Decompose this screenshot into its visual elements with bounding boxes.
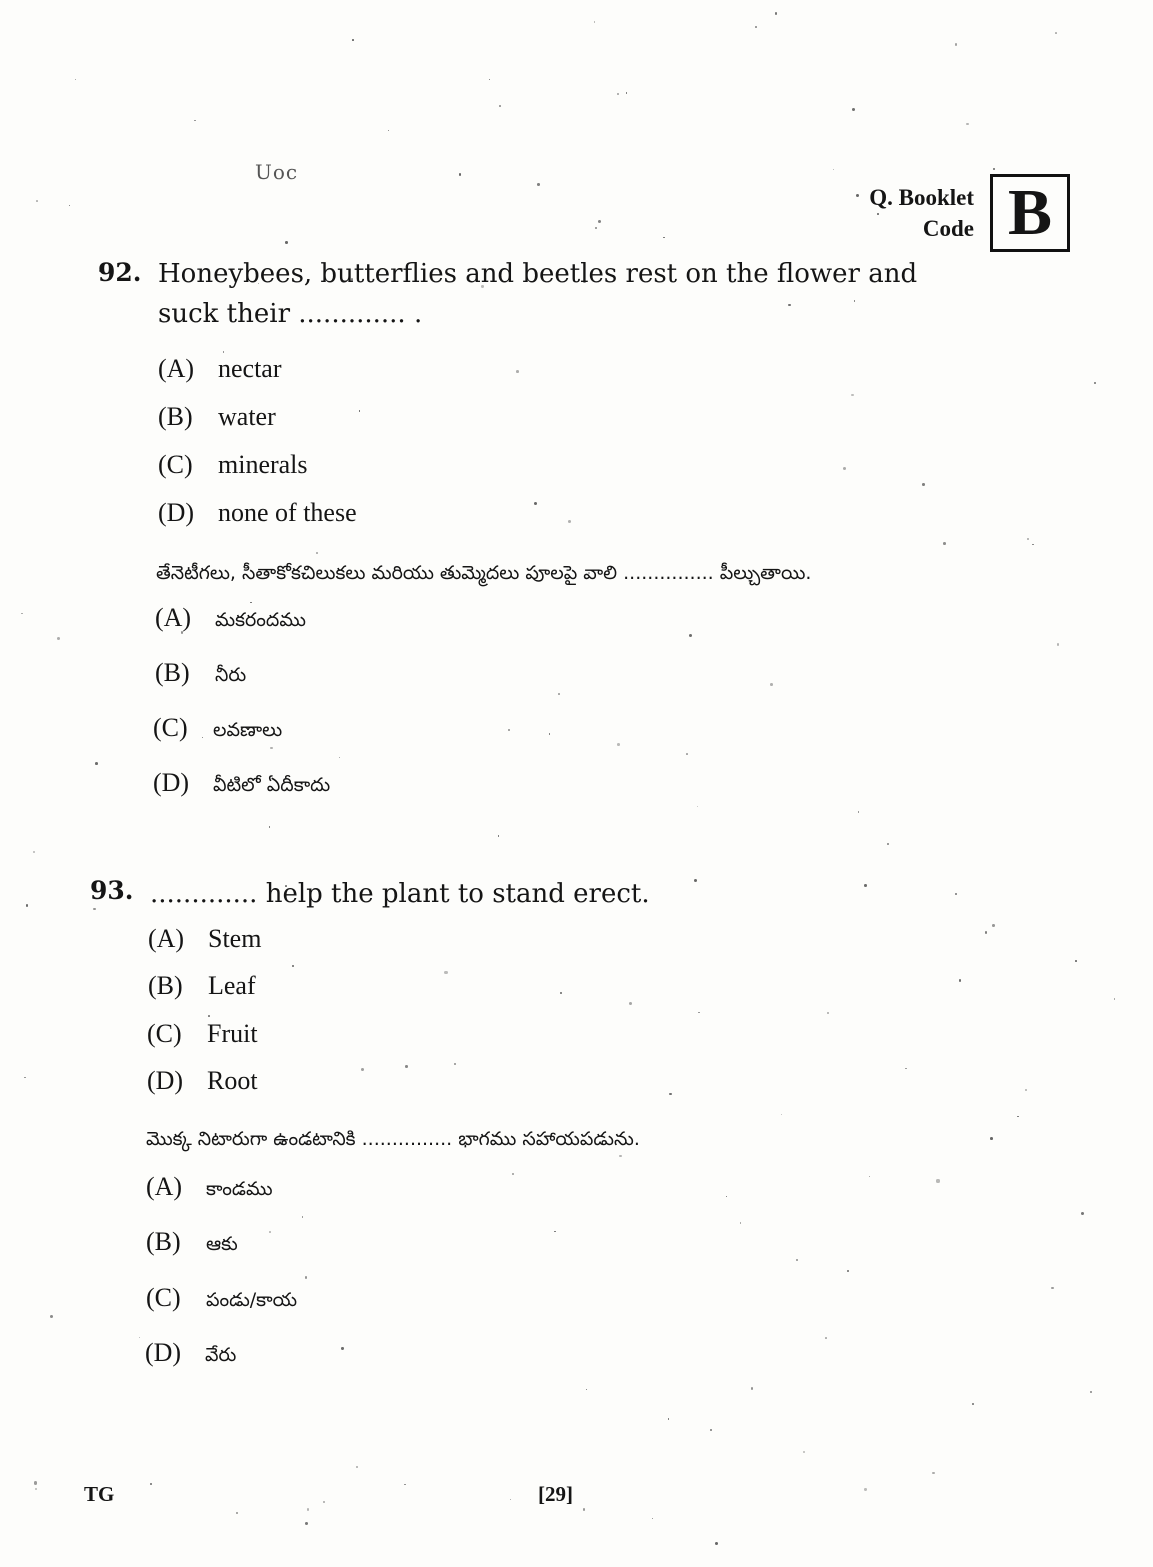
- scan-speck: [698, 1012, 700, 1014]
- question-number: 93.: [90, 876, 134, 905]
- scan-speck: [1017, 1116, 1019, 1118]
- option-text: Root: [207, 1066, 258, 1095]
- option-letter: (C): [146, 1283, 181, 1312]
- option-text: వీటిలో ఏదీకాదు: [213, 774, 331, 796]
- scan-speck: [715, 1542, 718, 1545]
- scan-speck: [208, 1015, 210, 1017]
- option-letter: (D): [147, 1066, 184, 1095]
- scan-speck: [922, 483, 925, 486]
- option-text: Fruit: [207, 1019, 258, 1048]
- scan-speck: [959, 979, 961, 981]
- scan-speck: [1057, 643, 1060, 646]
- scan-speck: [1027, 538, 1029, 540]
- scan-speck: [740, 1222, 742, 1224]
- scan-speck: [339, 757, 340, 758]
- option-letter: (D): [145, 1338, 182, 1367]
- scan-speck: [985, 931, 987, 933]
- booklet-label-line1: Q. Booklet: [869, 185, 974, 210]
- scan-speck: [305, 1522, 308, 1525]
- scan-speck: [955, 893, 957, 895]
- scan-speck: [223, 351, 225, 353]
- scan-speck: [943, 542, 946, 545]
- scan-speck: [595, 227, 597, 229]
- scan-speck: [1114, 998, 1115, 999]
- scan-speck: [629, 1002, 632, 1005]
- scan-speck: [270, 747, 272, 749]
- option-letter: (A): [148, 924, 185, 953]
- option-te-c: [153, 713, 282, 746]
- scan-speck: [993, 168, 995, 170]
- scan-speck: [843, 467, 846, 470]
- scan-speck: [361, 1068, 364, 1071]
- scan-speck: [932, 1472, 934, 1474]
- question-text-te: మొక్క నిటారుగా ఉండటానికి ............... భాగము సహాయపడును.: [146, 1128, 640, 1150]
- scan-speck: [454, 1063, 456, 1065]
- option-te-b: [146, 1227, 238, 1260]
- scan-speck: [663, 237, 664, 238]
- scan-speck: [150, 1483, 152, 1485]
- option-te-b: [155, 658, 246, 691]
- scan-speck: [560, 992, 562, 994]
- scan-speck: [617, 93, 619, 95]
- scan-speck: [1055, 32, 1057, 34]
- scan-speck: [697, 806, 698, 807]
- option-en-c: [158, 450, 308, 480]
- scan-speck: [1094, 382, 1096, 384]
- scan-speck: [236, 1512, 238, 1514]
- option-letter: (D): [153, 768, 190, 797]
- scan-speck: [512, 1173, 514, 1175]
- scan-speck: [936, 1179, 939, 1182]
- scan-speck: [26, 904, 29, 907]
- scan-speck: [549, 733, 551, 735]
- booklet-label-line2: Code: [922, 216, 974, 241]
- page-number: [29]: [538, 1482, 573, 1506]
- option-text: లవణాలు: [213, 719, 283, 741]
- option-text: nectar: [218, 354, 282, 383]
- scan-speck: [726, 1196, 727, 1197]
- scan-speck: [583, 1508, 585, 1510]
- scan-speck: [598, 220, 601, 223]
- scan-speck: [775, 12, 777, 14]
- scan-speck: [851, 394, 854, 397]
- option-te-a: [155, 603, 306, 636]
- option-te-c: [146, 1283, 297, 1316]
- scan-speck: [796, 1259, 798, 1261]
- scan-speck: [554, 1231, 555, 1232]
- scan-speck: [510, 1499, 512, 1501]
- scan-speck: [781, 1114, 782, 1115]
- scan-speck: [33, 851, 35, 853]
- scan-speck: [856, 194, 859, 197]
- booklet-code-box: B: [990, 174, 1070, 252]
- scan-speck: [755, 26, 757, 28]
- scan-speck: [35, 1488, 37, 1490]
- scan-speck: [617, 743, 620, 746]
- option-letter: (C): [158, 450, 193, 479]
- scan-speck: [847, 1270, 849, 1272]
- scan-speck: [568, 520, 571, 523]
- scan-speck: [356, 1466, 358, 1468]
- option-en-a: [158, 354, 282, 384]
- scan-speck: [50, 1315, 53, 1318]
- option-text: నీరు: [215, 664, 247, 686]
- scan-speck: [905, 1068, 906, 1069]
- scan-speck: [21, 613, 23, 615]
- option-letter: (D): [158, 498, 195, 527]
- option-letter: (C): [153, 713, 188, 742]
- scan-speck: [75, 79, 76, 80]
- scan-speck: [833, 169, 834, 170]
- scan-speck: [626, 92, 628, 94]
- footer-code: TG: [84, 1482, 115, 1506]
- booklet-code-label: [869, 182, 974, 244]
- option-text: పండు/కాయ: [206, 1289, 298, 1311]
- scan-speck: [992, 924, 995, 927]
- scan-speck: [558, 693, 560, 695]
- option-letter: (B): [148, 971, 183, 1000]
- scan-speck: [770, 683, 773, 686]
- scan-speck: [459, 173, 461, 175]
- option-text: ఆకు: [206, 1233, 238, 1255]
- scan-speck: [388, 130, 389, 131]
- scan-speck: [586, 1389, 588, 1391]
- scan-speck: [864, 1488, 866, 1490]
- scan-speck: [537, 183, 540, 186]
- option-letter: (B): [158, 402, 193, 431]
- scan-speck: [305, 1276, 308, 1279]
- scan-speck: [619, 1155, 621, 1157]
- scan-speck: [1081, 1212, 1084, 1215]
- option-letter: (B): [146, 1227, 181, 1256]
- scan-speck: [516, 370, 519, 373]
- question-text-en: Honeybees, butterflies and beetles rest on the flower and suck their ............. .: [158, 259, 918, 329]
- scan-speck: [869, 1176, 870, 1177]
- option-text: వేరు: [205, 1344, 237, 1366]
- scan-speck: [307, 1508, 309, 1510]
- scan-speck: [69, 205, 70, 206]
- scan-speck: [827, 1012, 829, 1014]
- option-text: none of these: [218, 498, 357, 527]
- option-text: Stem: [208, 924, 262, 953]
- scan-speck: [689, 634, 692, 637]
- scan-speck: [1025, 1089, 1027, 1091]
- option-en-a: [148, 924, 261, 954]
- option-letter: (A): [146, 1172, 183, 1201]
- option-en-d: [147, 1066, 258, 1096]
- scan-speck: [966, 123, 969, 126]
- option-text: Leaf: [208, 971, 256, 1000]
- scan-speck: [594, 21, 596, 23]
- scan-speck: [316, 552, 318, 554]
- scan-speck: [269, 826, 270, 827]
- option-text: మకరందము: [215, 609, 307, 631]
- question-text-en: ............. help the plant to stand erect.: [150, 879, 650, 909]
- scan-speck: [194, 120, 196, 122]
- option-letter: (A): [155, 603, 192, 632]
- option-en-c: [147, 1019, 258, 1049]
- scan-speck: [990, 1137, 993, 1140]
- option-te-a: [146, 1172, 273, 1205]
- scan-speck: [95, 762, 98, 765]
- scan-speck: [93, 908, 95, 910]
- scan-speck: [972, 1403, 974, 1405]
- scan-speck: [686, 753, 688, 755]
- option-en-d: [158, 498, 357, 528]
- scan-speck: [404, 1484, 405, 1485]
- option-te-d: [153, 768, 330, 801]
- scan-speck: [36, 200, 38, 202]
- scan-speck: [34, 1481, 37, 1484]
- scan-speck: [1090, 1391, 1092, 1393]
- scan-speck: [652, 1518, 653, 1519]
- scan-speck: [1032, 544, 1033, 545]
- option-letter: (A): [158, 354, 195, 383]
- scan-speck: [803, 1451, 805, 1453]
- scan-speck: [669, 1093, 671, 1095]
- scan-speck: [292, 965, 295, 968]
- option-text: minerals: [218, 450, 308, 479]
- corner-note: Uoc: [255, 160, 299, 184]
- booklet-code-block: [869, 174, 1070, 252]
- option-en-b: [158, 402, 276, 432]
- scan-speck: [352, 39, 354, 41]
- scan-speck: [57, 637, 60, 640]
- scan-speck: [887, 843, 889, 845]
- scan-speck: [323, 1501, 325, 1503]
- scan-speck: [668, 1418, 670, 1420]
- option-letter: (B): [155, 658, 190, 687]
- scan-speck: [359, 410, 360, 411]
- option-te-d: [145, 1338, 236, 1371]
- scan-speck: [341, 1347, 343, 1349]
- scan-speck: [405, 1065, 408, 1068]
- option-letter: (C): [147, 1019, 182, 1048]
- scan-speck: [499, 105, 501, 107]
- scan-speck: [285, 241, 288, 244]
- scan-speck: [955, 43, 957, 45]
- scan-speck: [444, 971, 447, 974]
- scan-speck: [1075, 960, 1077, 962]
- scan-speck: [751, 1387, 753, 1389]
- option-text: water: [218, 402, 276, 431]
- scan-speck: [508, 729, 511, 732]
- scan-speck: [302, 1216, 303, 1217]
- scan-speck: [858, 811, 859, 812]
- scan-speck: [825, 1337, 827, 1339]
- scan-speck: [269, 1231, 271, 1233]
- scan-speck: [1051, 1287, 1053, 1289]
- option-en-b: [148, 971, 256, 1001]
- scan-speck: [710, 1429, 712, 1431]
- question-number: 92.: [98, 258, 142, 287]
- option-text: కాండము: [206, 1178, 273, 1200]
- scan-speck: [852, 108, 855, 111]
- scan-speck: [139, 1337, 140, 1338]
- scan-speck: [534, 502, 537, 505]
- question-text-te: తేనెటీగలు, సీతాకోకచిలుకలు మరియు తుమ్మెదలు పూలపై వాలి ............... పీల్చుతాయి.: [156, 562, 812, 584]
- scan-speck: [24, 1077, 25, 1078]
- scan-speck: [498, 835, 499, 836]
- scan-speck: [489, 79, 490, 80]
